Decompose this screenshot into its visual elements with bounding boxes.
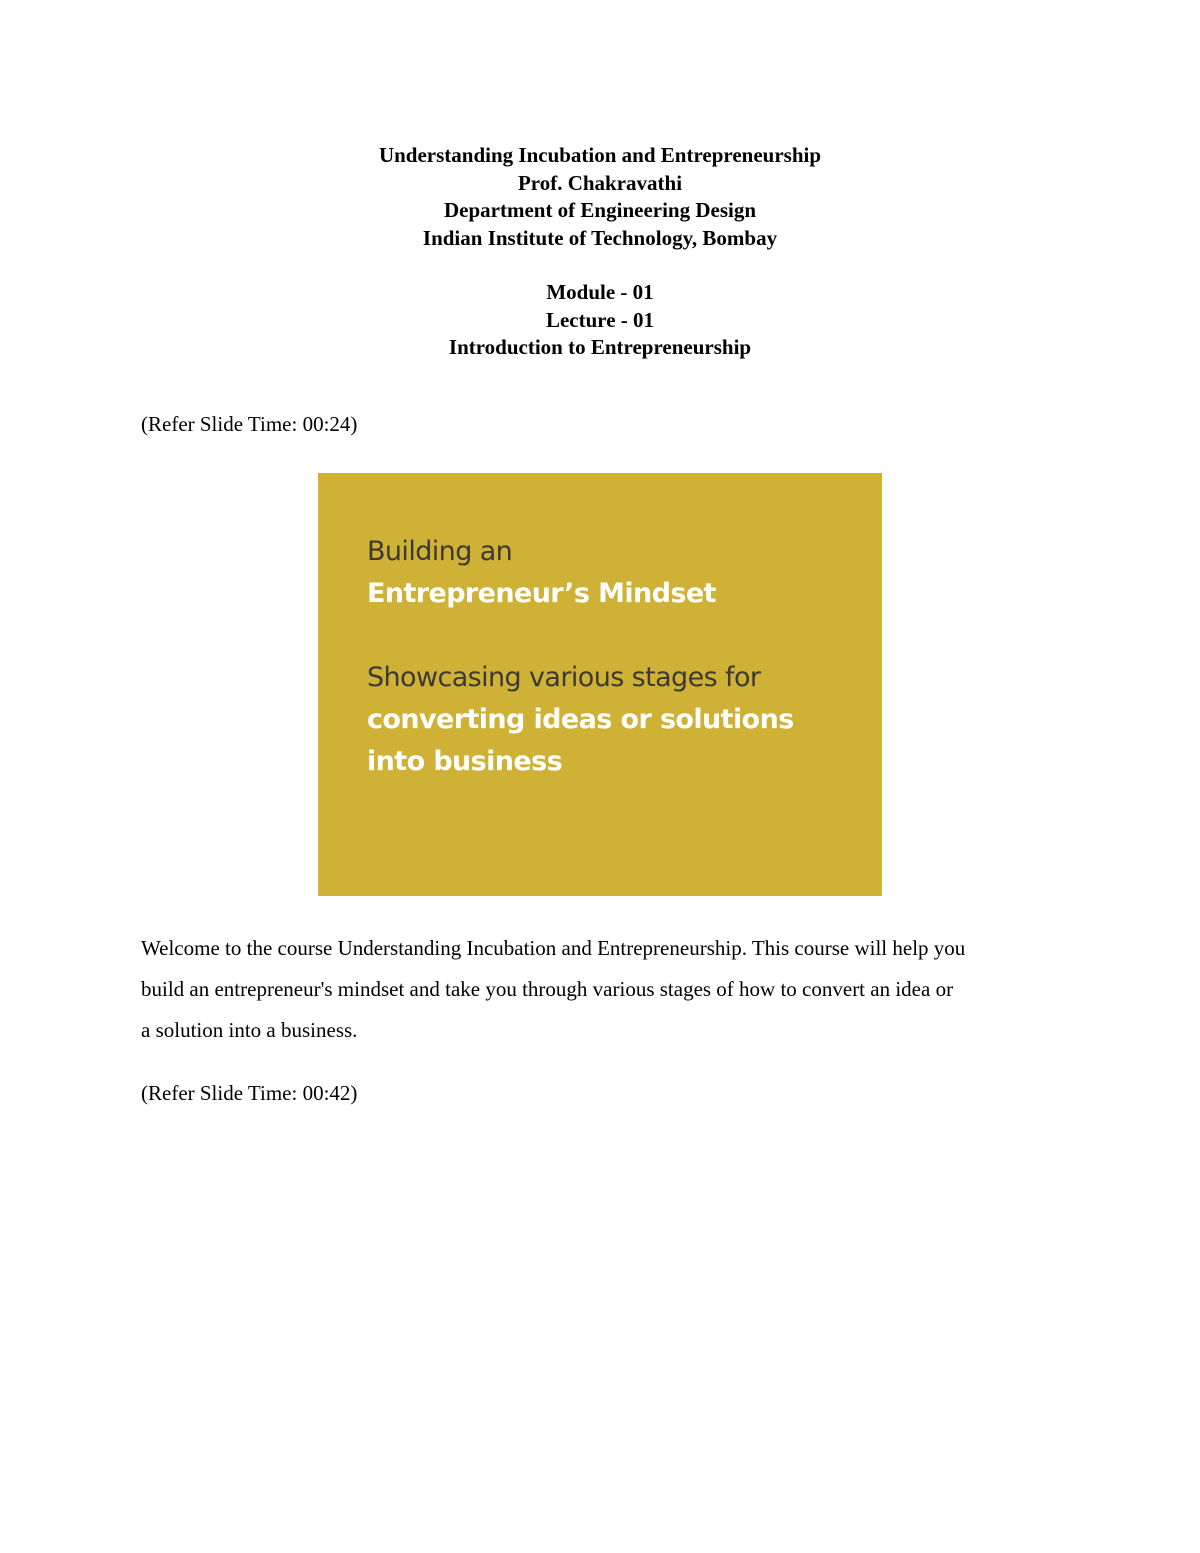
body-paragraph <box>141 928 1071 1051</box>
document-header <box>0 142 1200 362</box>
paragraph-line-3: a solution into a business. <box>141 1018 358 1042</box>
slide-line-2: Entrepreneur’s Mindset <box>367 578 716 609</box>
slide-line-1: Building an <box>367 536 513 567</box>
slide-image <box>318 473 882 896</box>
slide-line-4: converting ideas or solutions <box>367 704 794 735</box>
slide-line-3: Showcasing various stages for <box>367 662 761 693</box>
course-title: Understanding Incubation and Entrepreneurship <box>378 143 822 167</box>
lecture-title: Introduction to Entrepreneurship <box>448 335 752 359</box>
header-spacer <box>0 252 1200 279</box>
module-number: Module - 01 <box>546 280 654 304</box>
refer-slide-time-1: (Refer Slide Time: 00:24) <box>141 412 358 436</box>
institute-name: Indian Institute of Technology, Bombay <box>422 225 778 250</box>
paragraph-line-1: Welcome to the course Understanding Incubation and Entrepreneurship. This course will help you <box>141 936 966 960</box>
slide-line-5: into business <box>367 746 563 777</box>
professor-name: Prof. Chakravathi <box>517 170 683 195</box>
refer-slide-time-2: (Refer Slide Time: 00:42) <box>141 1081 358 1105</box>
department-name: Department of Engineering Design <box>443 198 757 222</box>
paragraph-line-2: build an entrepreneur's mindset and take you through various stages of how to convert an idea or <box>141 977 954 1001</box>
lecture-number: Lecture - 01 <box>545 307 655 332</box>
